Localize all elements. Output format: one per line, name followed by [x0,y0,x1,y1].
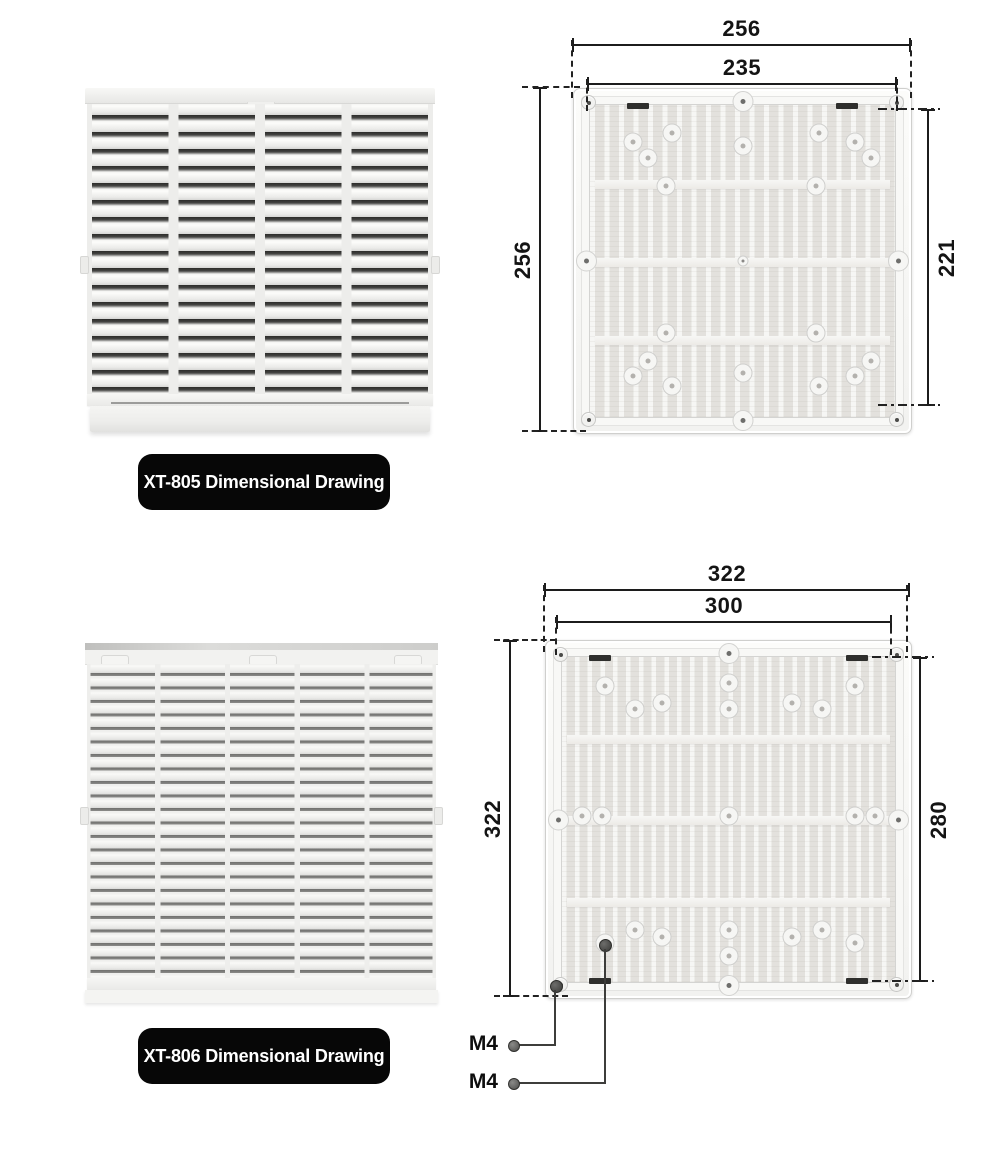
dim-806-top-inner [556,593,892,629]
m4-dot [508,1040,520,1052]
dim-805-top-inner-value: 235 [722,55,762,80]
extension-line [522,86,580,88]
screw-boss [733,136,752,155]
dim-805-top-outer-value: 256 [722,16,761,41]
extension-line [494,995,568,997]
m4-callout-label-1: M4 [468,1032,498,1055]
edge-boss-right [888,251,909,272]
grille-base [85,990,438,1003]
screw-boss [812,700,831,719]
grid-rail [595,336,891,345]
mount-notch [589,978,611,984]
screw-boss [638,351,657,370]
dim-806-left-value: 322 [480,799,505,838]
screw-boss [846,367,865,386]
extension-line [543,585,545,652]
extension-line-dashdot [872,656,934,658]
filter-grid [589,104,896,418]
screw-boss [623,367,642,386]
extension-line [571,40,573,98]
screw-boss [719,674,738,693]
dim-805-right-value: 221 [934,238,959,277]
screw-boss [809,124,828,143]
screw-boss [806,323,825,342]
dim-806-top-outer-value: 322 [707,561,747,586]
screw-boss [809,376,828,395]
screw-boss [719,807,738,826]
louver-slats [87,664,436,978]
m4-leader-line [518,1044,555,1046]
corner-screw [889,412,904,427]
xt805-label-text: XT-805 Dimensional Drawing [143,471,385,492]
side-clip-left [80,807,89,825]
mount-notch [846,655,868,661]
grille-top-strip [85,643,438,650]
screw-boss [719,947,738,966]
screw-boss [806,177,825,196]
m4-hole-corner [550,980,563,993]
center-hole [737,256,748,267]
extension-line [910,40,912,98]
m4-leader-line [604,949,606,1084]
screw-boss [812,921,831,940]
xt805-label [138,454,390,510]
grille-bottom-rail [87,394,433,406]
dim-806-right [913,657,951,982]
xt805-front-photo [85,88,435,432]
dim-805-right [921,109,959,406]
extension-line-dashdot [878,108,940,110]
mount-notch [836,103,858,109]
mount-notch [846,978,868,984]
grille-top-cap [85,88,435,103]
extension-line-dashdot [872,980,934,982]
dim-805-left [510,87,547,432]
screw-boss [782,927,801,946]
extension-line [494,639,556,641]
screw-boss [719,700,738,719]
extension-line-dashdot [878,404,940,406]
screw-boss [626,921,645,940]
screw-boss [846,934,865,953]
extension-line [906,585,908,652]
grid-rail [567,735,890,744]
extension-line [890,617,892,655]
grid-rail [595,180,891,189]
m4-leader-line [554,990,556,1046]
grille-base [90,406,430,432]
xt806-label-text: XT-806 Dimensional Drawing [143,1045,385,1066]
edge-boss-top [732,91,753,112]
m4-leader-line [518,1082,606,1084]
screw-boss [623,133,642,152]
mount-notch [627,103,649,109]
extension-line [555,617,557,655]
screw-boss [657,177,676,196]
screw-boss [846,677,865,696]
screw-boss [846,807,865,826]
screw-boss [663,124,682,143]
screw-boss [638,149,657,168]
m4-dot [508,1078,520,1090]
screw-boss [846,133,865,152]
screw-boss [626,700,645,719]
dim-806-top-inner-value: 300 [704,593,744,618]
grid-rail [567,898,890,907]
screw-boss [652,693,671,712]
screw-boss [782,693,801,712]
dim-805-left-value: 256 [510,240,535,279]
xt806-front-photo [85,643,438,1003]
extension-line [586,79,588,111]
dim-805-top-inner [587,55,897,91]
screw-boss [719,921,738,940]
grille-bottom-rail [87,978,436,990]
side-clip-right [434,807,443,825]
extension-line [522,430,586,432]
xt806-label [138,1028,390,1084]
filter-grid [561,656,896,983]
screw-boss [596,677,615,696]
side-clip-left [80,256,89,274]
edge-boss-bottom [732,410,753,431]
screw-boss [733,364,752,383]
corner-screw [581,412,596,427]
screw-boss [861,149,880,168]
extension-line [896,79,898,111]
xt805-rear-drawing [573,88,912,434]
screw-boss [657,323,676,342]
m4-callout-label-2: M4 [468,1070,498,1093]
screw-boss [866,807,885,826]
louver-slats [87,104,433,394]
side-clip-right [431,256,440,274]
screw-boss [572,807,591,826]
edge-boss-top [718,643,739,664]
screw-boss [663,376,682,395]
screw-boss [652,927,671,946]
edge-boss-bottom [718,975,739,996]
edge-boss-right [888,809,909,830]
dim-806-left [480,640,517,997]
corner-screw [581,95,596,110]
dim-805-top-outer [572,16,911,52]
screw-boss [592,807,611,826]
edge-boss-left [576,251,597,272]
mount-notch [589,655,611,661]
dim-806-right-value: 280 [926,800,951,839]
edge-boss-left [548,809,569,830]
screw-boss [861,351,880,370]
